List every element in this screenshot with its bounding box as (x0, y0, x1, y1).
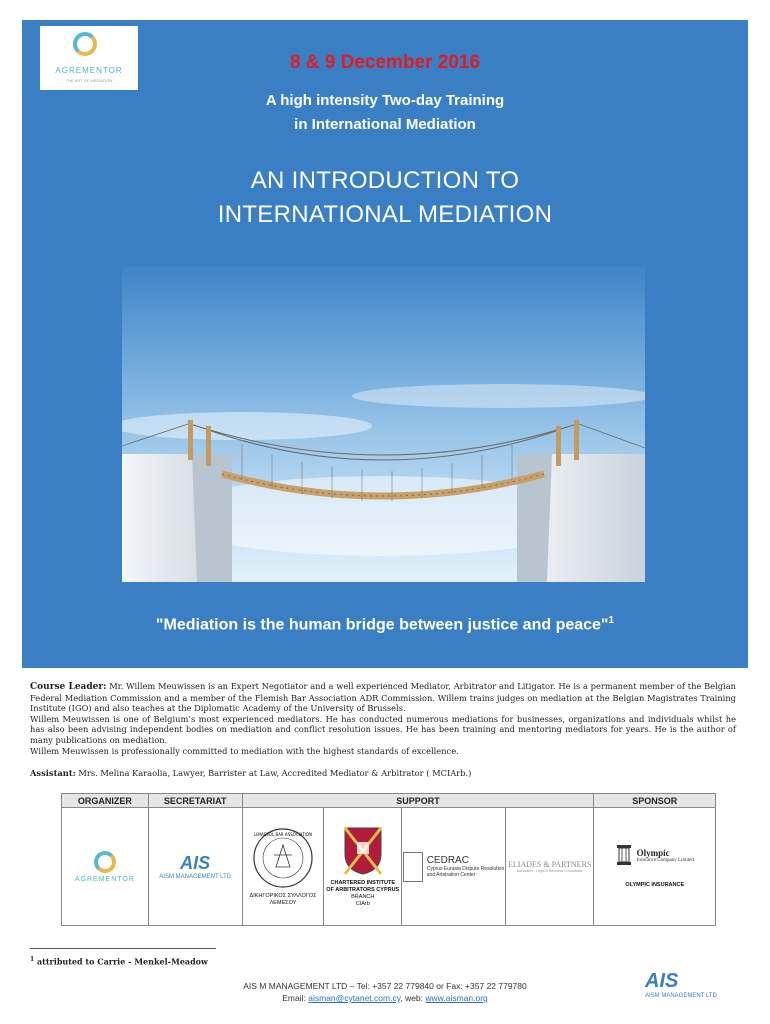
olympic-sub: Insurance Company Limited (636, 857, 694, 863)
logo-name: AGREMENTOR (55, 66, 123, 75)
title-line2: INTERNATIONAL MEDIATION (217, 201, 553, 228)
course-description (30, 681, 736, 756)
quote-text: "Mediation is the human bridge between justice and peace" (155, 616, 609, 634)
quote (22, 615, 748, 634)
ciarb-cell (324, 808, 402, 926)
cedrac-line1: Cyprus Eurasia Dispute Resolution (426, 866, 505, 872)
eliades-sub: Advocates · Legal & Business Consultants (516, 869, 583, 873)
footnote-text: attributed to Carrie - Menkel-Meadow (36, 956, 208, 967)
header-support: SUPPORT (242, 794, 594, 808)
bar-line1: ΔΙΚΗΓΟΡΙΚΟΣ ΣΥΛΛΟΓΟΣ (249, 892, 317, 899)
email-label: Email: (282, 993, 306, 1003)
course-paragraph-3: Willem Meuwissen is professionally committed to mediation with the highest standards of excellence. (30, 745, 459, 756)
subtitle-line1: A high intensity Two-day Training (265, 92, 505, 109)
footnote-number: 1 (30, 956, 35, 963)
header-secretariat: SECRETARIAT (148, 794, 242, 808)
eliades-cell (505, 808, 594, 926)
assistant-line (30, 768, 736, 778)
logo-tagline: THE ART OF MEDIATION (65, 78, 113, 83)
quote-footnote-ref: 1 (608, 615, 615, 626)
assistant-label: Assistant: (30, 768, 76, 778)
cedrac-line2: and Arbitration Center (426, 872, 476, 878)
footnote-divider (30, 948, 216, 949)
ciarb-line4: CIArb (355, 900, 370, 907)
ciarb-line3: BRANCH (351, 893, 375, 900)
olympic-column-icon (616, 844, 632, 866)
seal-text: LIMASSOL BAR ASSOCIATION (253, 831, 312, 837)
bar-line2: ΛΕΜΕΣΟΥ (269, 899, 297, 906)
title-line1: AN INTRODUCTION TO (250, 167, 520, 194)
eliades-name: ELIADES & PARTNERS (508, 860, 592, 869)
course-leader-label: Course Leader: (30, 682, 107, 692)
limassol-bar-seal (252, 827, 314, 889)
course-leader-text: Mr. Willem Meuwissen is an Expert Negotiator and a well experienced Mediator, Arbitrator and Litigator. He is a permanent member of the Belgian Federal Mediation Commission and a member of the Flemish Bar Association ADR Commission. Willem trains judges on mediation at the Belgian Magistrates Training Institute (IGO) and also teaches at the Diplomatic Academy of the University of Brussels. (30, 681, 736, 714)
sponsor-cell (594, 808, 716, 926)
ciarb-crest-icon (343, 826, 383, 876)
footer-links: Email: aisman@cytanet.com.cy, web: www.aisman.org (282, 993, 488, 1003)
footer-ais-logo: AIS (645, 970, 679, 992)
web-link[interactable]: www.aisman.org (425, 993, 488, 1003)
footnote (30, 956, 208, 967)
event-date: 8 & 9 December 2016 (289, 52, 481, 73)
cedrac-emblem-icon (403, 852, 423, 882)
cedrac-cell (402, 808, 506, 926)
footer-contact: AIS M MANAGEMENT LTD – Tel: +357 22 779840 or Fax: +357 22 779780 (243, 981, 527, 991)
organizer-cell (62, 808, 149, 926)
course-paragraph-2: Willem Meuwissen is one of Belgium’s most experienced mediators. He has conducted numerous mediations for businesses, organizations and individuals whilst he has also been advising independent bodies on mediation and conflict resolution issues. He has been training and mentoring mediators for years. He is the author of many publications on mediation. (30, 713, 736, 745)
organizer-logo-text: AGREMENTOR (74, 875, 135, 883)
header-sponsor: SPONSOR (594, 794, 716, 808)
bridge-photo (122, 266, 645, 582)
subtitle-line2: in International Mediation (294, 116, 476, 133)
ciarb-line2: OF ARBITRATORS CYPRUS (326, 886, 400, 893)
agrementor-ring-icon (94, 851, 116, 873)
sponsors-table (61, 793, 716, 926)
bar-association-cell (242, 808, 324, 926)
web-label: web: (405, 993, 424, 1003)
olympic-caption: OLYMPIC INSURANCE (625, 882, 685, 888)
olympic-name: Olympic (636, 847, 670, 858)
header-organizer: ORGANIZER (62, 794, 149, 808)
ais-logo: AIS (180, 853, 211, 873)
secretariat-cell (148, 808, 242, 926)
cedrac-name: CEDRAC (426, 855, 469, 866)
ais-logo-sub: AISM MANAGEMENT LTD (159, 874, 232, 880)
footer-ais-logo-sub: AISM MANAGEMENT LTD (645, 993, 717, 999)
ciarb-line1: CHARTERED INSTITUTE (330, 879, 395, 886)
email-link[interactable]: aisman@cytanet.com.cy (308, 993, 401, 1003)
assistant-text: Mrs. Melina Karaolia, Lawyer, Barrister at Law, Accredited Mediator & Arbitrator ( MCIArb.) (78, 768, 472, 778)
